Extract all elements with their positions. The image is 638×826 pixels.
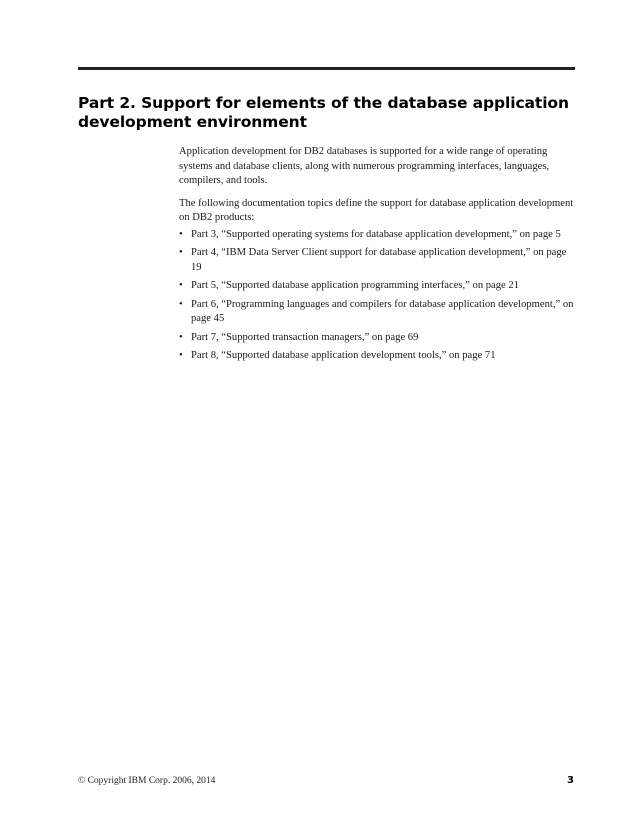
topic-link[interactable]: Part 8, “Supported database application development tools,” on page 71 (191, 350, 496, 361)
topic-list (179, 228, 579, 364)
intro-paragraph: Application development for DB2 databases is supported for a wide range of operating systems and database clients, along with numerous programming interfaces, languages, compilers, and tools. (179, 146, 550, 186)
bullet-icon: • (179, 331, 183, 343)
list-item (179, 246, 579, 275)
topic-link[interactable]: Part 6, “Programming languages and compilers for database application development,” on page 45 (191, 298, 574, 324)
list-item (179, 331, 579, 346)
page-title: Part 2. Support for elements of the database application development environment (78, 94, 569, 131)
list-item (179, 349, 579, 364)
topic-link[interactable]: Part 4, “IBM Data Server Client support for database application development,” on page 19 (191, 247, 567, 273)
list-item (179, 279, 579, 294)
footer-copyright: © Copyright IBM Corp. 2006, 2014 (78, 776, 216, 786)
lead-in-paragraph: The following documentation topics define the support for database application development on DB2 products: (179, 197, 574, 223)
list-item (179, 228, 579, 243)
page-number: 3 (567, 775, 574, 786)
topic-link[interactable]: Part 3, “Supported operating systems for database application development,” on page 5 (191, 228, 561, 240)
bullet-icon: • (179, 298, 183, 310)
topic-link[interactable]: Part 5, “Supported database application programming interfaces,” on page 21 (191, 280, 520, 291)
list-item (179, 298, 579, 327)
bullet-icon: • (179, 350, 183, 361)
topic-link[interactable]: Part 7, “Supported transaction managers,” on page 69 (191, 331, 419, 343)
bullet-icon: • (179, 247, 183, 258)
header-rule (78, 67, 575, 70)
bullet-icon: • (179, 228, 183, 240)
body-content (179, 145, 579, 368)
bullet-icon: • (179, 280, 183, 291)
